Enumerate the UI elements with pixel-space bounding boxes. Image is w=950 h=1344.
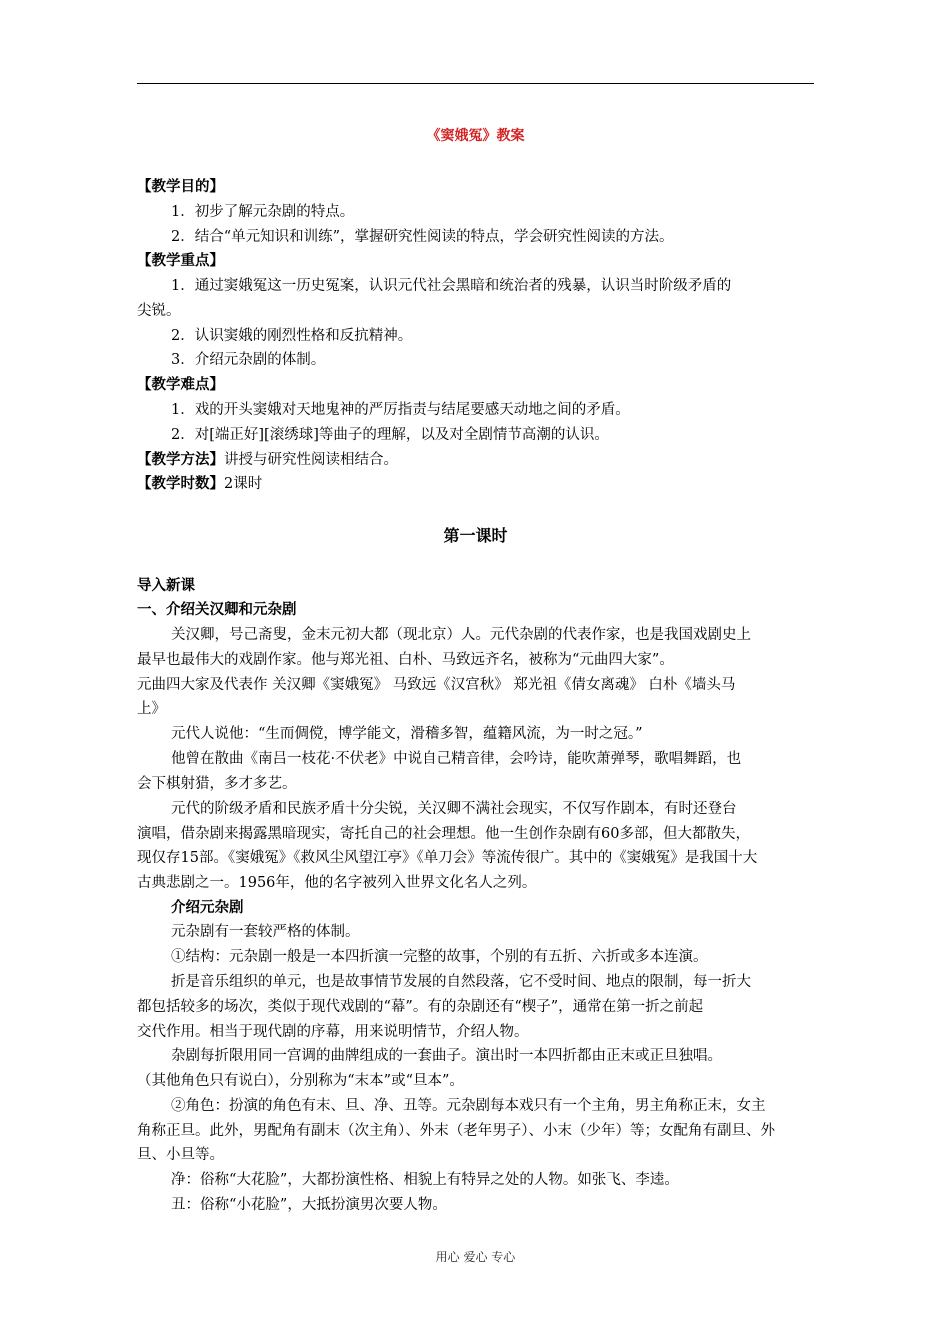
text-line: 1．初步了解元杂剧的特点。 [171,204,355,220]
subheading-zaju: 介绍元杂剧 [171,900,244,916]
text-line: 元代人说他：“生而倜傥，博学能文，滑稽多智，蕴籍风流，为一时之冠。” [171,726,643,742]
text-line: 2．对[端正好][滚绣球]等曲子的理解，以及对全剧情节高潮的认识。 [171,427,609,443]
section-heading-difficulties: 【教学难点】 [137,377,224,393]
section-heading-objectives: 【教学目的】 [137,179,224,195]
section-heading-hours: 【教学时数】 [137,476,224,492]
text-line: 角称正旦。此外，男配角有副末（次主角）、外末（老年男子）、小末（少年）等；女配角有副旦、外 [137,1123,775,1139]
text-line: 旦、小旦等。 [137,1147,224,1163]
subheading-guan-hanqing: 一、介绍关汉卿和元杂剧 [137,602,297,618]
document-title: 《窦娥冤》教案 [426,128,525,144]
text-line: 元杂剧有一套较严格的体制。 [171,924,360,940]
header-rule [137,83,814,84]
text-line: 净：俗称“大花脸”，大都扮演性格、相貌上有特异之处的人物。如张飞、李逵。 [171,1172,679,1188]
text-line: 关汉卿，号己斋叟，金末元初大都（现北京）人。元代杂剧的代表作家，也是我国戏剧史上 [171,627,751,643]
text-line: 元代的阶级矛盾和民族矛盾十分尖锐，关汉卿不满社会现实，不仅写作剧本，有时还登台 [171,801,737,817]
text-line: 杂剧每折限用同一宫调的曲牌组成的一套曲子。演出时一本四折都由正末或正旦独唱。 [171,1048,722,1064]
text-line: 3．介绍元杂剧的体制。 [171,352,326,368]
text-line: 最早也最伟大的戏剧作家。他与郑光祖、白朴、马致远齐名，被称为“元曲四大家”。 [137,652,674,668]
section-heading-method: 【教学方法】 [137,452,224,468]
text-line: 演唱，借杂剧来揭露黑暗现实，寄托自己的社会理想。他一生创作杂剧有60多部，但大都散失， [137,826,750,842]
subheading-intro: 导入新课 [137,578,195,594]
text-line: 都包括较多的场次，类似于现代戏剧的“幕”。有的杂剧还有“楔子”，通常在第一折之前起 [137,999,704,1015]
method-line [137,448,814,472]
page-footer: 用心 爱心 专心 [435,1250,516,1264]
text-line: 尖锐。 [137,303,181,319]
hours-text: 2课时 [224,476,263,492]
text-line: 会下棋射猎，多才多艺。 [137,776,297,792]
text-line: 古典悲剧之一。1956年，他的名字被列入世界文化名人之列。 [137,875,537,891]
text-line: 上》 [137,701,166,717]
text-line: 1．戏的开头窦娥对天地鬼神的严厉指责与结尾要感天动地之间的矛盾。 [171,402,630,418]
text-line: （其他角色只有说白），分别称为“末本”或“旦本”。 [137,1073,464,1089]
method-text: 讲授与研究性阅读相结合。 [224,452,398,468]
section-heading-key-points: 【教学重点】 [137,253,224,269]
text-line: 丑：俗称“小花脸”，大抵扮演男次要人物。 [171,1197,447,1213]
text-line: ②角色：扮演的角色有末、旦、净、丑等。元杂剧每本戏只有一个主角，男主角称正末，女主 [171,1098,766,1114]
text-line: 1．通过窦娥冤这一历史冤案，认识元代社会黑暗和统治者的残暴，认识当时阶级矛盾的 [171,278,732,294]
text-line: 元曲四大家及代表作 关汉卿《窦娥冤》 马致远《汉宫秋》 郑光祖《倩女离魂》 白朴《墙头马 [137,677,736,693]
text-line: 交代作用。相当于现代剧的序幕，用来说明情节，介绍人物。 [137,1024,529,1040]
text-line: 现仅存15部。《窦娥冤》《救风尘风望江亭》《单刀会》等流传很广。其中的《窦娥冤》是我国十大 [137,850,758,866]
hours-line [137,472,814,496]
lesson-heading: 第一课时 [443,526,508,545]
text-line: ①结构：元杂剧一般是一本四折演一完整的故事，个别的有五折、六折或多本连演。 [171,949,708,965]
text-line: 他曾在散曲《南吕一枝花·不伏老》中说自己精音律，会吟诗，能吹萧弹琴，歌唱舞蹈，也 [171,751,742,767]
text-line: 2．结合“单元知识和训练”，掌握研究性阅读的特点，学会研究性阅读的方法。 [171,229,674,245]
text-line: 2．认识窦娥的刚烈性格和反抗精神。 [171,328,413,344]
text-line: 折是音乐组织的单元，也是故事情节发展的自然段落，它不受时间、地点的限制，每一折大 [171,974,751,990]
